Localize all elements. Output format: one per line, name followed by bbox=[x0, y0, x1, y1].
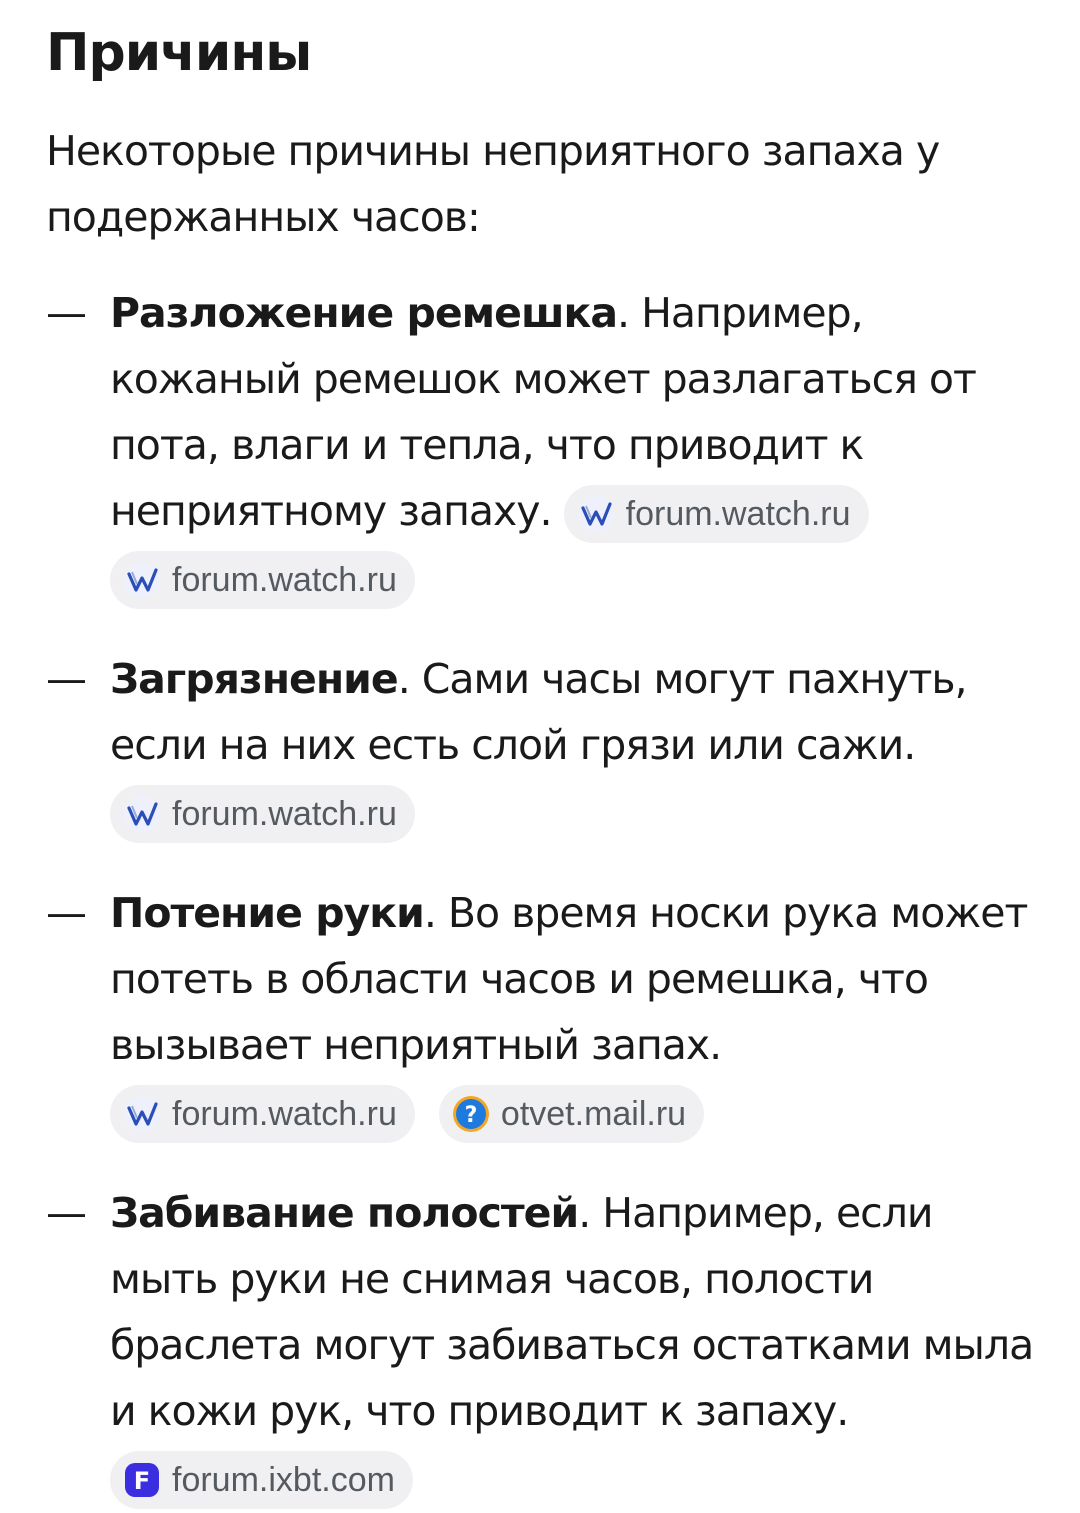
item-term: Разложение ремешка bbox=[110, 289, 617, 337]
source-chip[interactable] bbox=[110, 1085, 415, 1143]
source-chip[interactable] bbox=[110, 551, 415, 609]
item-text: . Например, если мыть руки не снимая часов, полости браслета могут забиваться остатками мыла и кожи рук, что приводит к запаху. bbox=[110, 1189, 1034, 1435]
source-chip[interactable] bbox=[439, 1085, 704, 1143]
watch-forum-icon bbox=[576, 494, 616, 534]
section-title: Причины bbox=[46, 23, 312, 83]
item-term: Загрязнение bbox=[110, 655, 398, 703]
ixbt-f-icon bbox=[122, 1460, 162, 1500]
dash-marker: — bbox=[46, 655, 86, 703]
svg-text:F: F bbox=[133, 1467, 151, 1495]
item-term: Забивание полостей bbox=[110, 1189, 579, 1237]
intro-text: Некоторые причины неприятного запаха у подержанных часов: bbox=[46, 127, 940, 241]
question-icon bbox=[451, 1094, 491, 1134]
item-text: . Например, кожаный ремешок может разлагаться от пота, влаги и тепла, что приводит к неприятному запаху. bbox=[110, 289, 976, 535]
item-text: . Сами часы могут пахнуть, если на них есть слой грязи или сажи. bbox=[110, 655, 967, 769]
source-label: forum.ixbt.com bbox=[172, 1461, 395, 1499]
list-item bbox=[46, 880, 1034, 1144]
source-label: forum.watch.ru bbox=[172, 561, 397, 599]
dash-marker: — bbox=[46, 289, 86, 337]
list-item bbox=[46, 280, 1034, 610]
svg-text:?: ? bbox=[464, 1103, 478, 1128]
reasons-list bbox=[46, 280, 1034, 1510]
watch-forum-icon bbox=[122, 560, 162, 600]
watch-forum-icon bbox=[122, 1094, 162, 1134]
source-chip[interactable] bbox=[110, 785, 415, 843]
item-text: . Во время носки рука может потеть в области часов и ремешка, что вызывает неприятный запах. bbox=[110, 889, 1028, 1069]
list-item bbox=[46, 1180, 1034, 1510]
source-chip[interactable] bbox=[564, 485, 869, 543]
dash-marker: — bbox=[46, 889, 86, 937]
source-chip[interactable] bbox=[110, 1451, 413, 1509]
source-label: forum.watch.ru bbox=[172, 795, 397, 833]
item-term: Потение руки bbox=[110, 889, 424, 937]
source-label: otvet.mail.ru bbox=[500, 1095, 687, 1133]
list-item bbox=[46, 646, 1034, 844]
source-label: forum.watch.ru bbox=[625, 495, 851, 533]
watch-forum-icon bbox=[122, 794, 162, 834]
source-label: forum.watch.ru bbox=[172, 1095, 397, 1133]
dash-marker: — bbox=[46, 1189, 86, 1237]
